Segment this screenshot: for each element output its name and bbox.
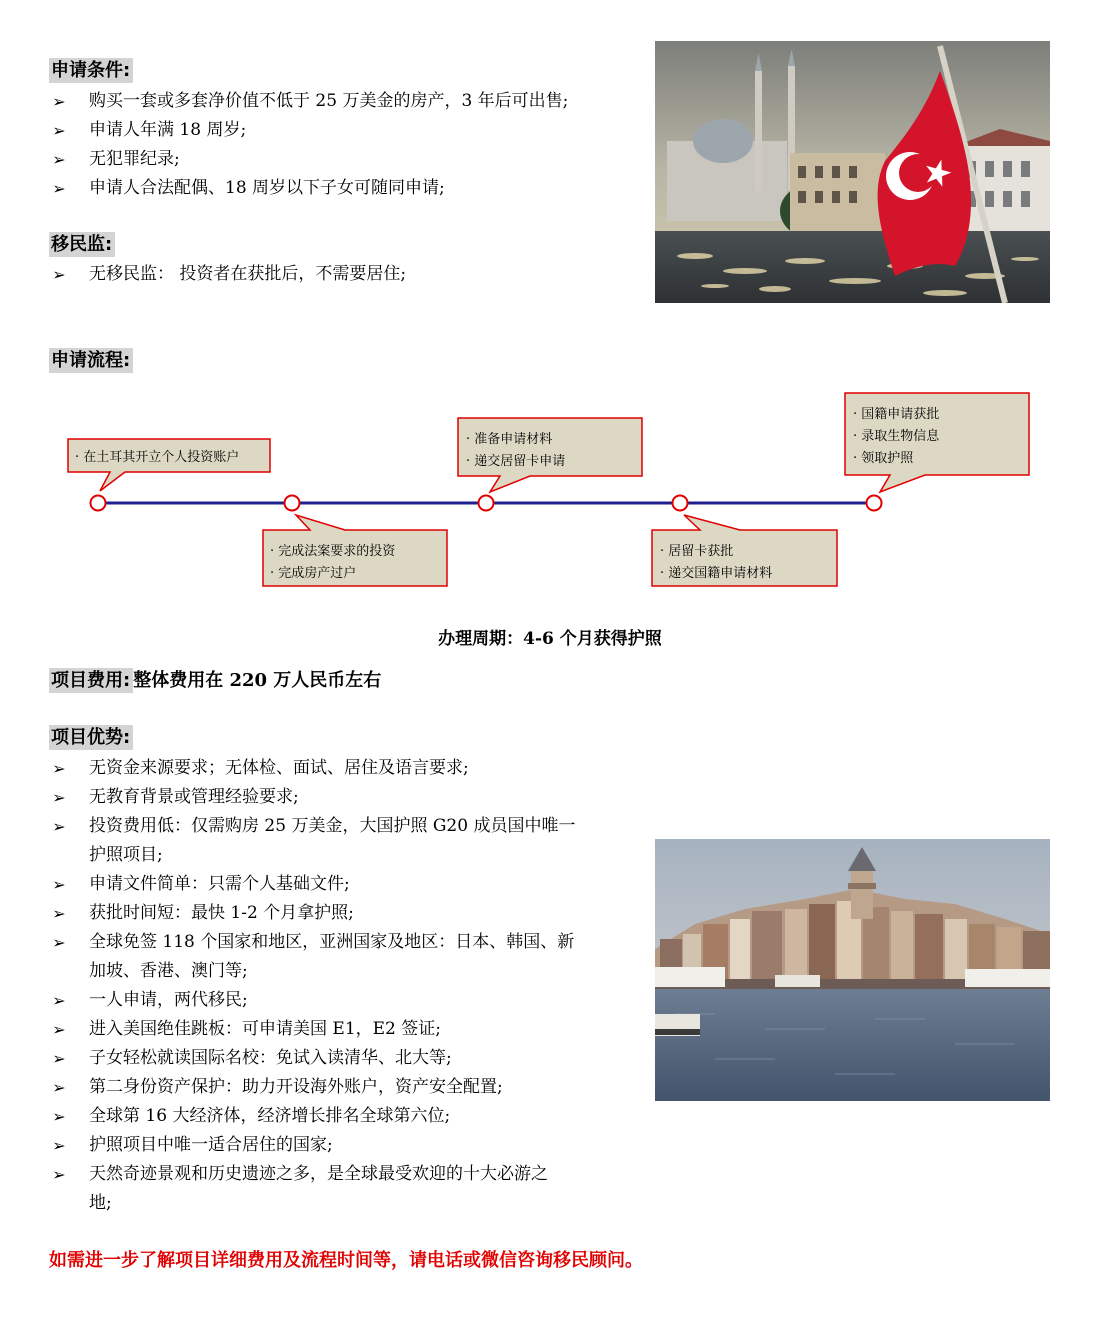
advantages-list [49,754,575,1218]
callout-line: · 完成房产过户 [270,566,357,581]
arrow-bullet-icon: ➢ [52,1049,66,1068]
list-item: ➢ 购买一套或多套净价值不低于 25 万美金的房产，3 年后可出售; [49,87,568,116]
callout-line: · 领取护照 [853,451,914,466]
list-item: ➢ 护照项目中唯一适合居住的国家; [49,1131,575,1160]
process-callout-step-2 [263,515,447,586]
arrow-bullet-icon: ➢ [52,1020,66,1039]
list-item: ➢ 一人申请，两代移民; [49,986,575,1015]
list-item: ➢ 无犯罪纪录; [49,145,568,174]
residency-heading: 移民监: [49,232,115,257]
processing-period: 办理周期：4-6 个月获得护照 [438,629,662,649]
list-item: ➢ 获批时间短：最快 1-2 个月拿护照; [49,899,575,928]
callout-line: · 递交国籍申请材料 [660,566,773,581]
arrow-bullet-icon: ➢ [52,991,66,1010]
timeline-node [285,496,300,511]
contact-footer: 如需进一步了解项目详细费用及流程时间等，请电话或微信咨询移民顾问。 [49,1250,643,1271]
process-callout-step-3 [458,418,642,492]
arrow-bullet-icon: ➢ [52,179,66,198]
list-item: ➢ 无资金来源要求；无体检、面试、居住及语言要求; [49,754,575,783]
list-item: ➢ 申请文件简单：只需个人基础文件; [49,870,575,899]
arrow-bullet-icon: ➢ [52,1107,66,1126]
arrow-bullet-icon: ➢ [52,265,66,284]
fee-value: 整体费用在 220 万人民币左右 [133,670,382,691]
arrow-bullet-icon: ➢ [52,788,66,807]
list-item: ➢ 无移民监： 投资者在获批后，不需要居住; [49,260,406,289]
process-callout-step-4 [652,515,837,586]
requirements-list [49,87,568,203]
callout-line: · 准备申请材料 [466,432,553,447]
arrow-bullet-icon: ➢ [52,933,66,952]
requirements-heading: 申请条件: [49,58,133,83]
turkish-flag-photo [655,41,1050,303]
arrow-bullet-icon: ➢ [52,875,66,894]
list-item: ➢ 申请人合法配偶、18 周岁以下子女可随同申请; [49,174,568,203]
fee-label: 项目费用: [49,668,133,693]
process-timeline [0,385,1100,595]
callout-line: · 递交居留卡申请 [466,454,566,469]
callout-line: · 完成法案要求的投资 [270,544,396,559]
list-item: ➢ 投资费用低：仅需购房 25 万美金，大国护照 G20 成员国中唯一 [49,812,575,841]
list-item: ➢ 无教育背景或管理经验要求; [49,783,575,812]
advantages-heading: 项目优势: [49,725,133,750]
list-item: ➢ 申请人年满 18 周岁; [49,116,568,145]
list-item: 地; [89,1193,112,1213]
arrow-bullet-icon: ➢ [52,1165,66,1184]
list-item: ➢ 第二身份资产保护：助力开设海外账户，资产安全配置; [49,1073,575,1102]
list-item: 护照项目; [89,845,163,865]
istanbul-skyline-illustration [655,839,1050,1101]
timeline-node [479,496,494,511]
arrow-bullet-icon: ➢ [52,1078,66,1097]
arrow-bullet-icon: ➢ [52,1136,66,1155]
timeline-node [91,496,106,511]
turkish-flag-illustration [655,41,1050,303]
project-fee [49,666,381,693]
list-item: 加坡、香港、澳门等; [89,961,248,981]
arrow-bullet-icon: ➢ [52,817,66,836]
process-callout-step-5 [845,393,1029,492]
callout-line: · 居留卡获批 [660,544,734,559]
list-item: ➢ 子女轻松就读国际名校：免试入读清华、北大等; [49,1044,575,1073]
callout-line: · 录取生物信息 [853,429,940,444]
list-item: ➢ 进入美国绝佳跳板：可申请美国 E1，E2 签证; [49,1015,575,1044]
arrow-bullet-icon: ➢ [52,150,66,169]
list-item: ➢ 天然奇迹景观和历史遗迹之多，是全球最受欢迎的十大必游之 [49,1160,575,1189]
timeline-node [673,496,688,511]
list-item: ➢ 全球免签 118 个国家和地区，亚洲国家及地区：日本、韩国、新 [49,928,575,957]
arrow-bullet-icon: ➢ [52,759,66,778]
callout-line: · 在土耳其开立个人投资账户 [75,450,240,465]
arrow-bullet-icon: ➢ [52,121,66,140]
callout-line: · 国籍申请获批 [853,407,940,422]
timeline-node [867,496,882,511]
process-heading: 申请流程: [49,348,133,373]
istanbul-galata-photo [655,839,1050,1101]
residency-list [49,260,406,289]
arrow-bullet-icon: ➢ [52,92,66,111]
arrow-bullet-icon: ➢ [52,904,66,923]
process-callout-step-1 [68,439,270,491]
list-item: ➢ 全球第 16 大经济体，经济增长排名全球第六位; [49,1102,575,1131]
